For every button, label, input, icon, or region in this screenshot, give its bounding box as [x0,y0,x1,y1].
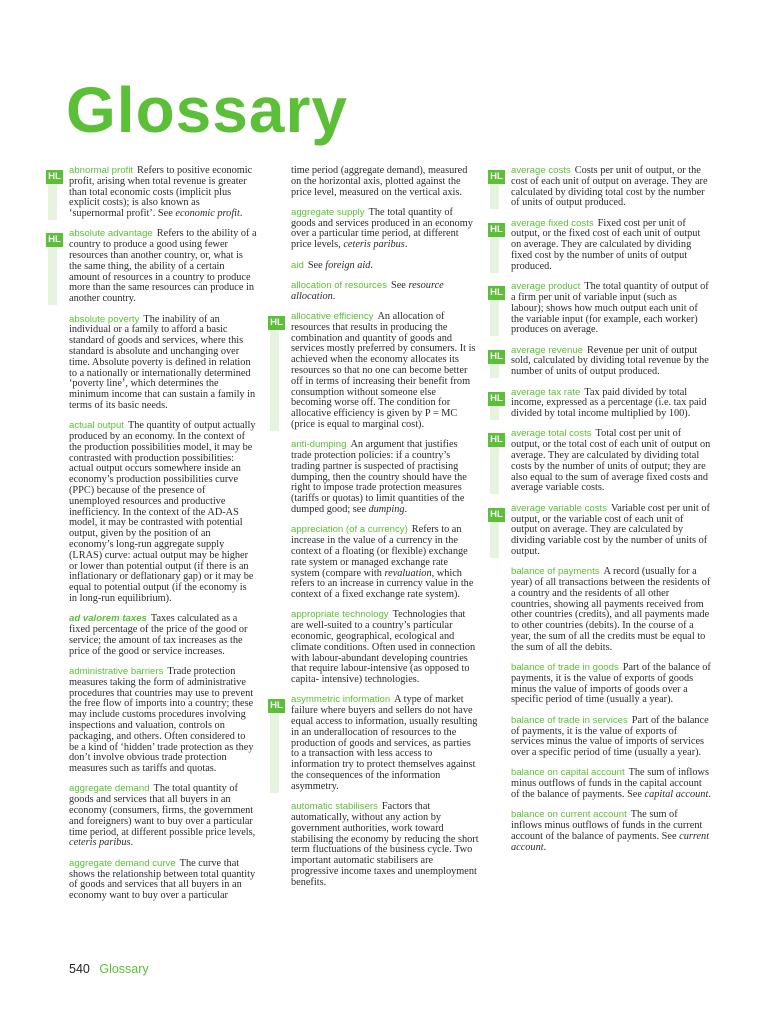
glossary-entry [490,217,711,273]
hl-badge: HL [268,699,285,713]
glossary-entry [291,281,479,303]
definition-tail: . [332,290,336,302]
glossary-definition: A type of market failure where buyers and sellers do not have equal access to information, usually resulting in an underallocation of resources to the production of goods and services, as parties to a transaction with less access to information try to protect themselves against the consequences of the information asymmetry. [291,694,478,792]
glossary-term: appropriate technology [291,609,389,621]
glossary-entry [490,428,711,494]
glossary-term: balance of trade in services [511,714,628,726]
glossary-entry [291,166,479,198]
glossary-definition: The curve that shows the relationship between total quantity of goods and services that all buyers in an economy want to buy over a particular [69,857,256,902]
hl-badge: HL [488,392,505,406]
hl-badge: HL [46,233,63,247]
glossary-term: average fixed costs [511,217,594,229]
glossary-term: aggregate supply [291,206,365,218]
glossary-entry [291,208,479,251]
hl-badge: HL [46,170,63,184]
glossary-definition: Factors that automatically, without any action by government authorities, work toward stabilising the economy by reducing the short term fluctuations of the business cycle. Two important automatic stabilisers are progressive income taxes and unemployment benefits. [291,801,479,888]
glossary-definition: Part of the balance of payments, it is the value of exports of goods minus the value of imports of goods over a specific period of time (usually a year). [511,662,711,706]
glossary-entry [490,165,711,209]
glossary-entry [490,502,711,558]
glossary-definition: Technologies that are well-suited to a country’s particular economic, geographical, ecological and climate conditions. Often used in connection with labour-abundant developing countries that require labour-intensive (as opposed to capita- intensive) technologies. [291,609,476,686]
glossary-entry [69,421,257,605]
glossary-entry [490,386,711,420]
glossary-definition: See [391,279,409,291]
cross-reference: foreign aid [325,259,371,271]
glossary-definition: Costs per unit of output, or the cost of each unit of output on average. They are calculated by dividing total cost by the number of units of output produced. [511,165,708,209]
glossary-term: ad valorem taxes [69,613,147,625]
glossary-definition: Fixed cost per unit of output, or the fixed cost of each unit of output on average. They are calculated by dividing fixed cost by the number of units of output produced. [511,217,701,272]
hl-marker-bar [270,316,279,431]
glossary-entry [69,784,257,849]
glossary-term: average costs [511,165,571,176]
glossary-entry [270,694,479,792]
cross-reference: resource allocation [291,279,444,302]
glossary-column-1 [48,165,257,911]
glossary-definition: The quantity of output actually produced by an economy. In the context of the production possibilities model, it may be contrasted with production possibilities: actual output occurs somewhere inside an economy’s production possibilities curve (PPC) because of the presence of unemployed resources and productive inefficiency. In the context of the AD-AS model, it may be contrasted with potential output, given by the position of an economy’s long-run aggregate supply (LRAS) curve: actual output may be higher or lower than potential output (if there is an inflationary or deflationary gap) or it may be equal to potential output (if the economy is in long-run equilibrium). [69,420,256,604]
glossary-definition: See [307,259,326,271]
glossary-term: administrative barriers [69,665,164,677]
glossary-term: anti-dumping [291,439,347,451]
glossary-entry [291,261,479,272]
glossary-definition: Trade protection measures taking the form of administrative procedures that countries may use to prevent the free flow of imports into a country; these may include customs procedures involving inspections and valuation, controls on packaging, and others. Often considered to be a kind of ‘hidden’ trade protection as they don’t involve obvious trade protection measures such as tariffs and quotas. [69,665,254,775]
definition-tail: . [370,259,373,271]
glossary-term: allocative efficiency [291,310,374,322]
glossary-entry [291,802,479,888]
glossary-definition: Variable cost per unit of output, or the variable cost of each unit of output on average. They are calculated by dividing variable cost by the number of units of output. [511,502,710,557]
cross-reference: economic profit [175,208,240,220]
glossary-entry [511,663,711,706]
glossary-entry [291,440,479,516]
glossary-term: automatic stabilisers [291,801,378,813]
glossary-definition: The sum of inflows minus outflows of funds in the current account of the balance of payments. See [511,809,703,842]
hl-badge: HL [488,223,505,237]
glossary-term: balance on capital account [511,767,625,779]
glossary-term: actual output [69,420,124,432]
definition-tail: . [130,837,134,849]
hl-badge: HL [268,316,285,330]
glossary-definition: The total quantity of output of a firm per unit of variable input (such as labour); shows how much output each unit of the variable input (for example, each worker) produces on average. [511,281,709,336]
cross-reference: revaluation [384,567,432,579]
glossary-definition: time period (aggregate demand), measured on the horizontal axis, plotted against the price level, measured on the vertical axis. [291,165,468,198]
glossary-term: aggregate demand curve [69,857,176,869]
cross-reference: ceteris paribus [343,239,405,251]
definition-tail: , which refers to an increase in currency value in the context of a fixed exchange rate system). [291,567,474,601]
definition-tail: . [708,789,711,801]
glossary-definition: Total cost per unit of output, or the total cost of each unit of output on average. They are calculated by dividing total costs by the number of units of output; they are also equal to the sum of average fixed costs and average variable costs. [511,428,711,494]
glossary-definition: Refers to the ability of a country to produce a good using fewer resources than another country, or, what is the same thing, the ability of a certain amount of resources in a country to produce more than the same resources can produce in another country. [69,228,257,305]
definition-tail: . [543,841,547,853]
glossary-definition: An allocation of resources that results in producing the combination and quantity of goods and services mostly preferred by consumers. It is achieved when the economy allocates its resources so that no one can become better off in terms of increasing their benefit from consumption without someone else becoming worse off. The condition for allocative efficiency is given by P = MC (price is equal to marginal cost). [291,310,476,430]
glossary-term: average total costs [511,428,592,440]
glossary-entry [511,768,711,800]
glossary-entry [69,614,257,657]
footer-label: Glossary [99,962,149,976]
glossary-term: average revenue [511,344,584,356]
glossary-entry [511,810,711,853]
glossary-definition: Revenue per unit of output sold, calculated by dividing total revenue by the number of units of output produced. [511,344,709,378]
definition-tail: . [239,208,243,220]
hl-badge: HL [488,433,505,447]
glossary-entry [69,667,257,775]
glossary-entry [291,525,479,601]
glossary-entry [69,859,257,902]
glossary-definition: The total quantity of goods and services that all buyers in an economy (consumers, firms, the government and foreigners) want to buy over a particular time period, at different possible price levels, [69,783,256,838]
glossary-definition: Part of the balance of payments, it is the value of exports of services minus the value of imports of services over a specific period of time (usually a year). [511,714,709,759]
cross-reference: capital account [644,789,709,801]
glossary-definition: The sum of inflows minus outflows of funds in the capital account of the balance of payments. See [511,767,709,801]
glossary-term: aid [291,259,304,271]
glossary-term: average product [511,281,581,293]
glossary-definition: The inability of an individual or a family to afford a basic standard of goods and services, where this standard is absolute and unchanging over time. Absolute poverty is defined in relation to a nationally or internationally determined ‘poverty line’, which determines the minimum income that can sustain a family in terms of its basic needs. [69,313,256,411]
glossary-column-2 [270,165,479,898]
glossary-definition: Refers to positive economic profit, arising when total revenue is greater than total economic costs (implicit plus explicit costs); is also known as ‘supernormal profit’. See [69,165,253,220]
definition-tail: . [404,239,408,251]
glossary-entry [490,281,711,336]
hl-badge: HL [488,170,505,184]
glossary-term: absolute poverty [69,313,140,325]
hl-badge: HL [488,350,505,364]
glossary-entry [48,228,257,305]
glossary-definition: Taxes calculated as a fixed percentage of the price of the good or service; the amount of tax increases as the price of the good or service increases. [69,613,248,657]
glossary-term: balance of payments [511,566,600,578]
glossary-definition: An argument that justifies trade protection policies: if a country’s trading partner is suspected of practising dumping, then the country should have the right to impose trade protection measures (tariffs or quotas) to limit quantities of the dumped good; see [291,439,467,516]
page-title: Glossary [66,74,348,146]
glossary-definition: The total quantity of goods and services produced in an economy over a particular time period, at different price levels, [291,206,473,251]
glossary-entry [48,165,257,220]
glossary-definition: Refers to an increase in the value of a currency in the context of a floating (or flexible) exchange rate system or managed exchange rate system (compare with [291,524,468,579]
glossary-term: abnormal profit [69,165,133,176]
glossary-column-3 [490,165,711,863]
glossary-term: balance on current account [511,809,627,821]
hl-badge: HL [488,508,505,522]
glossary-entry [511,716,711,759]
definition-tail: . [404,504,408,516]
glossary-definition: Tax paid divided by total income, expressed as a percentage (i.e. tax paid divided by total income multiplied by 100). [511,386,707,420]
glossary-entry [490,344,711,378]
glossary-term: balance of trade in goods [511,662,619,674]
cross-reference: dumping [368,504,405,516]
glossary-entry [270,310,479,431]
glossary-term: aggregate demand [69,783,150,795]
glossary-term: absolute advantage [69,228,153,240]
glossary-term: allocation of resources [291,279,387,291]
glossary-term: average variable costs [511,502,607,514]
glossary-term: average tax rate [511,386,581,398]
glossary-term: asymmetric information [291,694,391,706]
glossary-term: appreciation (of a currency) [291,524,408,536]
glossary-entry [511,567,711,653]
hl-badge: HL [488,286,505,300]
glossary-entry [69,315,257,412]
page-footer [69,962,149,976]
cross-reference: ceteris paribus [69,837,131,849]
page-number: 540 [69,962,90,976]
glossary-entry [291,610,479,686]
cross-reference: current account [511,830,710,853]
glossary-definition: A record (usually for a year) of all transactions between the residents of a country and the residents of all other countries, showing all payments received from other countries (credits), and all payments made to other countries (debits). In the course of a year, the sum of all the credits must be equal to the sum of all the debits. [511,566,711,653]
